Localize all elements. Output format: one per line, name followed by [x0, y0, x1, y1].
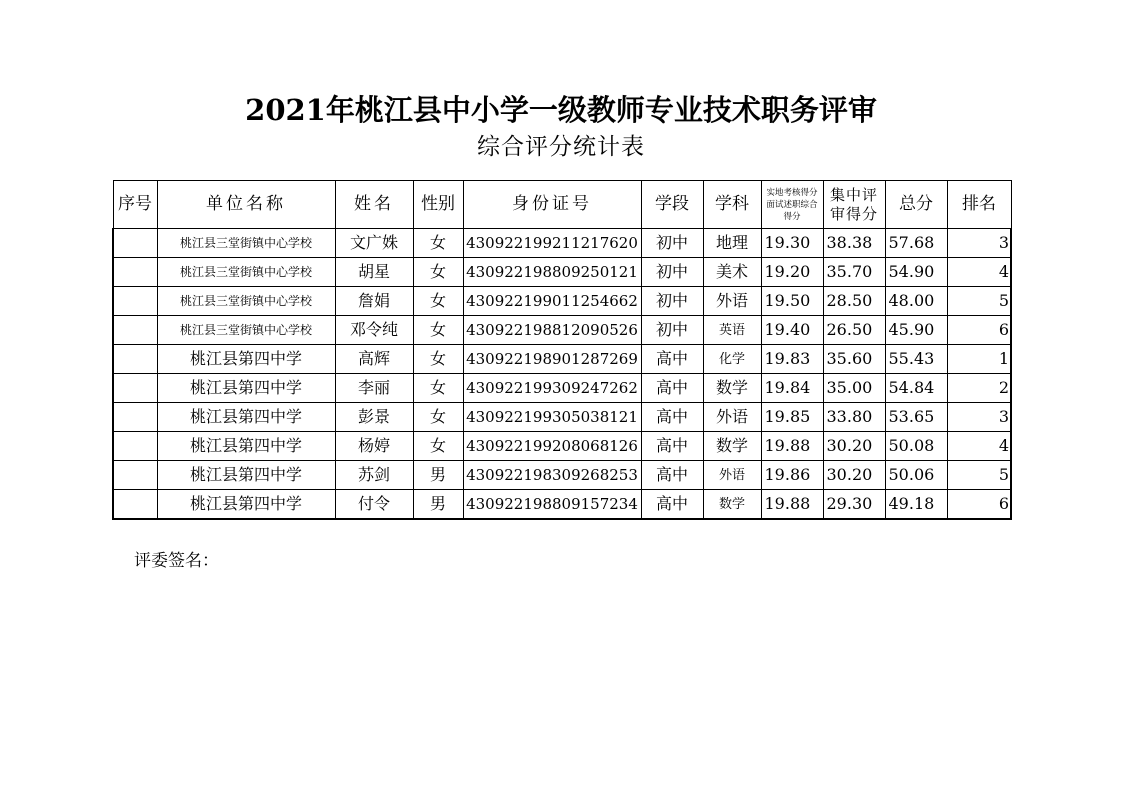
- cell-review-score: 35.60: [823, 345, 885, 374]
- cell-name: 文广姝: [335, 229, 413, 258]
- cell-field-score: 19.88: [761, 432, 823, 461]
- cell-review-score: 30.20: [823, 432, 885, 461]
- cell-name: 高辉: [335, 345, 413, 374]
- cell-review-score: 30.20: [823, 461, 885, 490]
- cell-subject: 外语: [703, 403, 761, 432]
- table-row: [113, 258, 1011, 287]
- cell-review-score: 28.50: [823, 287, 885, 316]
- page-title: 2021年桃江县中小学一级教师专业技术职务评审: [245, 93, 877, 127]
- cell-seq: [113, 432, 157, 461]
- cell-id: 430922199305038121: [463, 403, 641, 432]
- cell-unit: 桃江县第四中学: [157, 432, 335, 461]
- table-row: [113, 490, 1011, 520]
- signature-label: 评委签名：: [134, 551, 219, 571]
- cell-id: 430922199211217620: [463, 229, 641, 258]
- cell-seq: [113, 490, 157, 520]
- cell-gender: 女: [413, 432, 463, 461]
- cell-rank: 4: [947, 258, 1011, 287]
- header-total: 总分: [885, 181, 947, 229]
- cell-subject: 英语: [703, 316, 761, 345]
- cell-rank: 2: [947, 374, 1011, 403]
- cell-unit: 桃江县第四中学: [157, 345, 335, 374]
- cell-review-score: 33.80: [823, 403, 885, 432]
- header-rank: 排名: [947, 181, 1011, 229]
- cell-subject: 数学: [703, 374, 761, 403]
- cell-field-score: 19.83: [761, 345, 823, 374]
- cell-gender: 女: [413, 374, 463, 403]
- cell-field-score: 19.88: [761, 490, 823, 520]
- cell-unit: 桃江县第四中学: [157, 461, 335, 490]
- table-row: [113, 345, 1011, 374]
- page-subtitle: 综合评分统计表: [477, 134, 645, 160]
- cell-seq: [113, 316, 157, 345]
- cell-total: 50.08: [885, 432, 947, 461]
- cell-stage: 高中: [641, 403, 703, 432]
- header-review-score: 集中评审得分: [823, 181, 885, 229]
- cell-review-score: 35.00: [823, 374, 885, 403]
- table-header-row: [113, 181, 1011, 229]
- cell-rank: 3: [947, 229, 1011, 258]
- cell-rank: 5: [947, 461, 1011, 490]
- cell-stage: 初中: [641, 287, 703, 316]
- cell-total: 54.90: [885, 258, 947, 287]
- cell-field-score: 19.86: [761, 461, 823, 490]
- cell-subject: 地理: [703, 229, 761, 258]
- table-row: [113, 316, 1011, 345]
- cell-total: 50.06: [885, 461, 947, 490]
- cell-gender: 男: [413, 490, 463, 520]
- cell-id: 430922198809157234: [463, 490, 641, 520]
- cell-name: 苏剑: [335, 461, 413, 490]
- cell-rank: 6: [947, 316, 1011, 345]
- cell-unit: 桃江县三堂街镇中心学校: [157, 287, 335, 316]
- cell-id: 430922199309247262: [463, 374, 641, 403]
- cell-total: 49.18: [885, 490, 947, 520]
- cell-name: 杨婷: [335, 432, 413, 461]
- cell-stage: 高中: [641, 374, 703, 403]
- cell-seq: [113, 258, 157, 287]
- cell-stage: 初中: [641, 316, 703, 345]
- cell-seq: [113, 229, 157, 258]
- cell-total: 53.65: [885, 403, 947, 432]
- cell-review-score: 35.70: [823, 258, 885, 287]
- cell-total: 45.90: [885, 316, 947, 345]
- cell-field-score: 19.30: [761, 229, 823, 258]
- cell-name: 邓令纯: [335, 316, 413, 345]
- cell-seq: [113, 287, 157, 316]
- cell-rank: 3: [947, 403, 1011, 432]
- cell-field-score: 19.85: [761, 403, 823, 432]
- cell-name: 詹娟: [335, 287, 413, 316]
- header-seq: 序号: [113, 181, 157, 229]
- cell-name: 胡星: [335, 258, 413, 287]
- cell-gender: 女: [413, 403, 463, 432]
- cell-subject: 美术: [703, 258, 761, 287]
- score-table: [112, 180, 1012, 520]
- cell-field-score: 19.84: [761, 374, 823, 403]
- cell-name: 李丽: [335, 374, 413, 403]
- cell-review-score: 29.30: [823, 490, 885, 520]
- cell-unit: 桃江县第四中学: [157, 490, 335, 520]
- cell-unit: 桃江县三堂街镇中心学校: [157, 316, 335, 345]
- header-stage: 学段: [641, 181, 703, 229]
- table-row: [113, 287, 1011, 316]
- cell-gender: 男: [413, 461, 463, 490]
- cell-review-score: 38.38: [823, 229, 885, 258]
- header-id: 身份证号: [463, 181, 641, 229]
- cell-rank: 1: [947, 345, 1011, 374]
- table-row: [113, 403, 1011, 432]
- header-subject: 学科: [703, 181, 761, 229]
- cell-stage: 初中: [641, 229, 703, 258]
- cell-stage: 高中: [641, 432, 703, 461]
- cell-stage: 高中: [641, 490, 703, 520]
- cell-field-score: 19.20: [761, 258, 823, 287]
- table-row: [113, 374, 1011, 403]
- cell-rank: 5: [947, 287, 1011, 316]
- cell-id: 430922199208068126: [463, 432, 641, 461]
- cell-gender: 女: [413, 316, 463, 345]
- cell-unit: 桃江县第四中学: [157, 403, 335, 432]
- cell-unit: 桃江县三堂街镇中心学校: [157, 258, 335, 287]
- cell-gender: 女: [413, 345, 463, 374]
- cell-id: 430922198809250121: [463, 258, 641, 287]
- cell-total: 48.00: [885, 287, 947, 316]
- cell-subject: 化学: [703, 345, 761, 374]
- cell-gender: 女: [413, 287, 463, 316]
- cell-rank: 6: [947, 490, 1011, 520]
- cell-total: 57.68: [885, 229, 947, 258]
- table-row: [113, 461, 1011, 490]
- cell-name: 付令: [335, 490, 413, 520]
- header-unit: 单位名称: [157, 181, 335, 229]
- header-gender: 性别: [413, 181, 463, 229]
- cell-gender: 女: [413, 229, 463, 258]
- cell-subject: 外语: [703, 287, 761, 316]
- cell-seq: [113, 374, 157, 403]
- cell-unit: 桃江县三堂街镇中心学校: [157, 229, 335, 258]
- cell-rank: 4: [947, 432, 1011, 461]
- cell-stage: 高中: [641, 461, 703, 490]
- table-row: [113, 432, 1011, 461]
- cell-total: 55.43: [885, 345, 947, 374]
- cell-field-score: 19.40: [761, 316, 823, 345]
- header-name: 姓名: [335, 181, 413, 229]
- cell-gender: 女: [413, 258, 463, 287]
- cell-id: 430922198309268253: [463, 461, 641, 490]
- table-row: [113, 229, 1011, 258]
- cell-subject: 数学: [703, 432, 761, 461]
- cell-seq: [113, 461, 157, 490]
- cell-id: 430922198812090526: [463, 316, 641, 345]
- cell-review-score: 26.50: [823, 316, 885, 345]
- cell-seq: [113, 345, 157, 374]
- cell-name: 彭景: [335, 403, 413, 432]
- cell-id: 430922198901287269: [463, 345, 641, 374]
- cell-seq: [113, 403, 157, 432]
- cell-stage: 初中: [641, 258, 703, 287]
- cell-id: 430922199011254662: [463, 287, 641, 316]
- cell-subject: 数学: [703, 490, 761, 520]
- header-field-score: 实地考核得分面试述职综合得分: [761, 181, 823, 229]
- cell-stage: 高中: [641, 345, 703, 374]
- cell-field-score: 19.50: [761, 287, 823, 316]
- cell-total: 54.84: [885, 374, 947, 403]
- cell-subject: 外语: [703, 461, 761, 490]
- cell-unit: 桃江县第四中学: [157, 374, 335, 403]
